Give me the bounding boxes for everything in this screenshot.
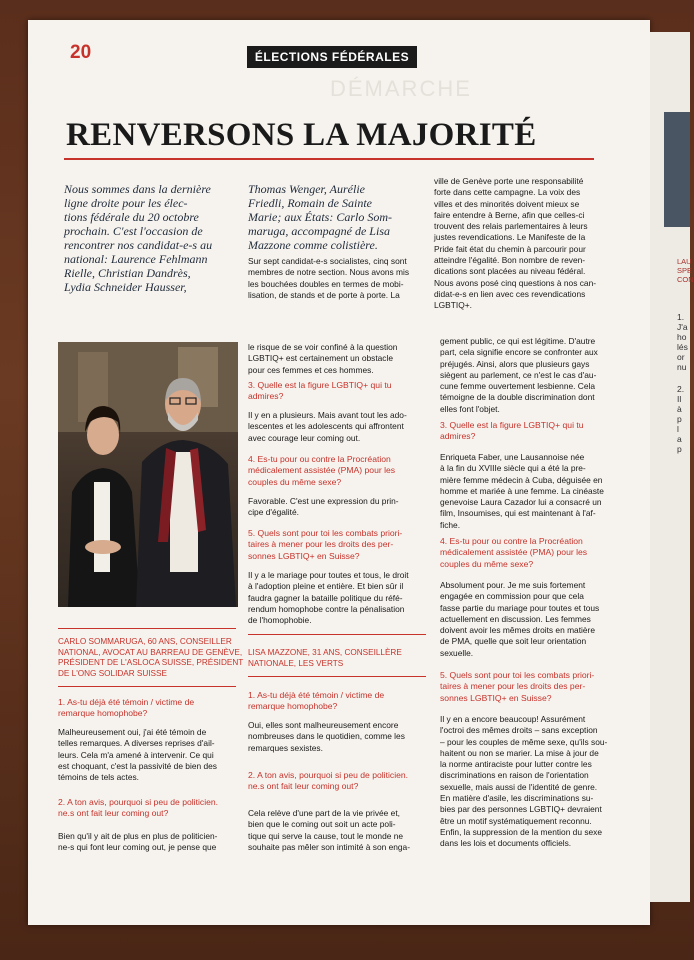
text-line: témoins de tels actes. (58, 772, 139, 783)
text-line: taires à mener pour les droits des per- (440, 681, 586, 692)
text-line: souhaite pas mêler son intimité à son enga- (248, 841, 411, 852)
text-line: 4. Es-tu pour ou contre la Procréation (248, 454, 391, 464)
text-line: Thomas Wenger, Aurélie (248, 182, 365, 196)
text-line: Sur sept candidat-e-s socialistes, cinq sont (248, 256, 407, 266)
ghost-heading: DÉMARCHE (330, 76, 472, 101)
text-line: remarques sexistes. (248, 742, 323, 753)
text-line: 5. Quels sont pour toi les combats priori- (248, 528, 403, 538)
answer-2-lisa (248, 808, 428, 853)
text-line: J'a (677, 322, 688, 332)
answer-1-lisa (248, 720, 428, 754)
text-line: Favorable. C'est une expression du prin- (248, 496, 399, 506)
text-line: LAU (677, 257, 692, 266)
text-line: à l'adoption pleine et entière. Et bien sûr il (248, 581, 404, 592)
text-line: sonnes LGBTIQ+ en Suisse? (440, 692, 552, 703)
question-4 (248, 454, 428, 488)
text-line: actuellement en discussion. Les femmes (440, 613, 591, 624)
text-line: Marie; aux États: Carlo Som- (248, 210, 392, 224)
text-line: p (677, 444, 682, 454)
text-line: 2. A ton avis, pourquoi si peu de politicien. (58, 797, 219, 807)
answer-4-carlo (248, 496, 428, 519)
text-line: Il y en a plusieurs. Mais avant tout les ado- (248, 410, 407, 420)
text-line: trouvent des relais parlementaires à leurs (434, 221, 588, 232)
intro-lead-col1 (64, 182, 240, 294)
text-line: Enfin, la suppression de la mention du sexe (440, 826, 603, 837)
text-line: Oui, elles sont malheureusement encore (248, 720, 399, 730)
text-line: Cela relève d'une part de la vie privée et, (248, 808, 400, 818)
text-line: Nous avons posé cinq questions à nos can- (434, 277, 597, 288)
article-title: RENVERSONS LA MAJORITÉ (66, 117, 537, 153)
text-line: film, Insoumises, qui est maintenant à l'af- (440, 508, 596, 519)
text-line: rendum homophobe contre la pénalisation (248, 603, 405, 614)
answer-1-carlo (58, 727, 238, 783)
text-line: PRÉSIDENT DE L'ASLOCA SUISSE, PRÉSIDENT (58, 658, 244, 667)
text-line: médicalement assistée (PMA) pour les (440, 547, 588, 558)
text-line: Mazzone comme colistière. (248, 238, 378, 252)
photo-illustration (58, 342, 238, 607)
page-number: 20 (70, 42, 92, 63)
text-line: telles remarques. A diverses reprises d'ail- (58, 738, 215, 749)
text-line: homme et mariée à une femme. La cinéaste (440, 485, 604, 496)
text-line: cune femme ouvertement lesbienne. Cela (440, 381, 596, 392)
text-line: Absolument pour. Je me suis fortement (440, 580, 586, 590)
text-line: ho (677, 332, 687, 342)
text-line: NATIONALE, LES VERTS (248, 658, 344, 668)
next-page-photo (664, 112, 690, 227)
text-line: 1. (677, 312, 685, 322)
text-line: Il (677, 394, 682, 404)
text-line: CARLO SOMMARUGA, 60 ANS, CONSEILLER (58, 637, 232, 646)
text-line: fasse partie du mariage pour toutes et tous (440, 602, 600, 613)
answer-2-lisa-cont (440, 336, 614, 415)
text-line: DE L'ONG SOLIDAR SUISSE (58, 668, 167, 678)
next-page-text (677, 312, 688, 372)
text-line: taires à mener pour les droits des per- (248, 539, 394, 550)
text-line: siègent au parlement, ce n'est le cas d'au- (440, 369, 597, 380)
answer-5-carlo (248, 570, 428, 626)
text-line: dications sont placées au niveau fédéral. (434, 266, 586, 277)
text-line: faudra gagner la bataille politique du réfé- (248, 592, 403, 603)
text-line: couples du même sexe? (248, 476, 342, 487)
text-line: Bien qu'il y ait de plus en plus de politicien- (58, 831, 218, 841)
text-line: LISA MAZZONE, 31 ANS, CONSEILLÈRE (248, 648, 402, 657)
text-line: nu (677, 362, 687, 372)
title-rule (64, 158, 594, 160)
caption-rule-top (58, 628, 236, 629)
text-line: rencontrer nos candidat-e-s au (64, 238, 213, 252)
text-line: CON (677, 275, 694, 284)
text-line: NATIONAL, AVOCAT AU BARREAU DE GENÈVE, (58, 647, 243, 657)
text-line: fiche. (440, 519, 461, 530)
text-line: membres de notre section. Nous avons mis (248, 267, 410, 278)
text-line: à (677, 404, 682, 414)
text-line: Friedli, Romain de Sainte (248, 196, 372, 210)
question-2-lisa (248, 770, 428, 793)
text-line: couples du même sexe? (440, 558, 534, 569)
text-line: SPE (677, 266, 693, 275)
answer-5-lisa (440, 714, 614, 850)
question-5-lisa (440, 670, 616, 704)
text-line: Lydia Schneider Hausser, (64, 280, 187, 294)
text-line: l (677, 424, 679, 434)
text-line: préjugés. Ainsi, alors que plusieurs gays (440, 358, 590, 369)
text-line: part, cela signifie encore se confronter aux (440, 347, 598, 358)
text-line: 1. As-tu déjà été témoin / victime de (58, 697, 195, 707)
question-5 (248, 528, 428, 562)
caption-rule-bottom-lisa (248, 676, 426, 677)
text-line: haitent ou non se marier. La mise à jour de (440, 747, 599, 758)
text-line: sonnes LGBTIQ+ en Suisse? (248, 550, 360, 561)
text-line: gement public, ce qui est légitime. D'autre (440, 336, 596, 346)
text-line: dans les lois et documents officiels. (440, 838, 572, 849)
text-line: leurs. Cela m'a amené à intervenir. Ce qui (58, 749, 214, 760)
text-line: lés (677, 342, 688, 352)
text-line: être un motif systématiquement reconnu. (440, 815, 592, 826)
candidates-photo (58, 342, 238, 607)
text-line: a (677, 434, 682, 444)
caption-rule-bottom (58, 686, 236, 687)
answer-3-carlo (248, 410, 428, 444)
text-line: LGBTIQ+. (434, 300, 472, 311)
text-line: admires? (440, 431, 476, 442)
text-line: de PMA, quelle que soit leur orientation (440, 636, 587, 647)
text-line: Rielle, Christian Dandrès, (64, 266, 191, 280)
text-line: p (677, 414, 682, 424)
caption-lisa (248, 648, 428, 669)
text-line: or (677, 352, 685, 362)
text-line: 3. Quelle est la figure LGBTIQ+ qui tu (440, 420, 584, 430)
text-line: les bouchées doubles en termes de mobi- (248, 278, 404, 289)
text-line: lescentes et les adolescents qui affrontent (248, 421, 404, 432)
answer-2-carlo (58, 831, 238, 854)
next-page-caption (677, 257, 694, 284)
text-line: Nous sommes dans la dernière (64, 182, 211, 196)
text-line: En matière d'asile, les discriminations su- (440, 793, 594, 804)
question-1-lisa (248, 690, 428, 713)
text-line: prochain. C'est l'occasion de (64, 224, 203, 238)
text-line: maruga, accompagné de Lisa (248, 224, 390, 238)
next-page-text-2 (677, 384, 684, 454)
intro-body-col2 (248, 256, 426, 301)
text-line: Malheureusement oui, j'ai été témoin de (58, 727, 207, 737)
text-line: ne.s ont fait leur coming out? (58, 808, 169, 819)
text-line: faire entendre à Berne, afin que celles-ci (434, 209, 585, 220)
text-line: témoigne de la double discrimination dont (440, 392, 595, 403)
text-line: est choquant, c'est la passivité de bien des (58, 760, 217, 771)
text-line: elles font l'objet. (440, 403, 500, 414)
text-line: remarque homophobe? (248, 701, 338, 712)
text-line: médicalement assistée (PMA) pour les (248, 465, 396, 476)
text-line: sexuelle, mais aussi de l'identité de genre. (440, 781, 598, 792)
text-line: national: Laurence Fehlmann (64, 252, 208, 266)
text-line: 4. Es-tu pour ou contre la Procréation (440, 536, 583, 546)
intro-body-col3 (434, 176, 612, 312)
text-line: remarque homophobe? (58, 708, 148, 719)
caption-carlo (58, 637, 244, 679)
answer-4-lisa (440, 580, 614, 659)
text-line: forte dans cette campagne. La voix des (434, 187, 581, 198)
text-line: le risque de se voir confiné à la question (248, 342, 398, 352)
text-line: Il y en a encore beaucoup! Assurément (440, 714, 586, 724)
text-line: tique qui serve la cause, tout le monde ne (248, 830, 404, 841)
question-2 (58, 797, 240, 820)
text-line: nombreuses dans le quotidien, comme les (248, 731, 405, 742)
intro-lead-col2 (248, 182, 428, 252)
text-line: de l'homophobie. (248, 615, 312, 626)
text-line: tions fédérale du 20 octobre (64, 210, 199, 224)
text-line: discriminations en raison de l'orientation (440, 770, 589, 781)
text-line: la norme antiraciste pour lutter contre les (440, 759, 592, 770)
question-3-lisa (440, 420, 616, 443)
text-line: mière femme médecin à Cuba, déguisée en (440, 474, 603, 485)
text-line: ne-s qui font leur coming out, je pense que (58, 842, 217, 853)
text-line: à la fin du XVIIIe siècle qui a été la pre- (440, 463, 586, 474)
question-3 (248, 380, 428, 403)
text-line: Enriqueta Faber, une Lausannoise née (440, 452, 585, 462)
text-line: sexuelle. (440, 647, 474, 658)
answer-3-lisa (440, 452, 614, 531)
text-line: LGBTIQ+ est certainement un obstacle (248, 353, 394, 364)
text-line: genevoise Laura Cazador lui a consacré un (440, 497, 602, 508)
text-line: 2. (677, 384, 685, 394)
text-line: bien que le coming out soit un acte poli- (248, 819, 396, 830)
text-line: atteindre l'égalité. Bon nombre de reven- (434, 255, 586, 266)
text-line: avec courage leur coming out. (248, 432, 361, 443)
question-4-lisa (440, 536, 616, 570)
text-line: Pride fait état du chemin à parcourir pour (434, 243, 586, 254)
question-1 (58, 697, 240, 720)
caption-rule-top-lisa (248, 634, 426, 635)
text-line: 1. As-tu déjà été témoin / victime de (248, 690, 385, 700)
text-line: admires? (248, 391, 284, 402)
section-label: ÉLECTIONS FÉDÉRALES (247, 46, 417, 68)
text-line: lisation, de stands et de porte à porte. La (248, 289, 400, 300)
text-line: ligne droite pour les élec- (64, 196, 188, 210)
text-line: engagée en commission pour que cela (440, 591, 584, 602)
text-line: pour ces femmes et ces hommes. (248, 364, 374, 375)
text-line: Il y a le mariage pour toutes et tous, le droit (248, 570, 409, 580)
text-line: justes revendications. Le Manifeste de la (434, 232, 586, 243)
text-line: 2. A ton avis, pourquoi si peu de politicien. (248, 770, 409, 780)
text-line: didat-e-s en lien avec ces revendications (434, 288, 586, 299)
text-line: – pour les couples de même sexe, qu'ils sou- (440, 736, 608, 747)
text-line: doivent avoir les mêmes droits en matière (440, 625, 596, 636)
answer-2-carlo-cont (248, 342, 428, 376)
text-line: l'octroi des mêmes droits – sans exception (440, 725, 598, 736)
text-line: ville de Genève porte une responsabilité (434, 176, 584, 186)
text-line: 5. Quels sont pour toi les combats priori- (440, 670, 595, 680)
text-line: ne.s ont fait leur coming out? (248, 781, 359, 792)
text-line: villes et des minorités doivent mieux se (434, 198, 580, 209)
text-line: bies par des personnes LGBTIQ+ devraient (440, 804, 602, 815)
text-line: cipe d'égalité. (248, 507, 299, 518)
text-line: 3. Quelle est la figure LGBTIQ+ qui tu (248, 380, 392, 390)
